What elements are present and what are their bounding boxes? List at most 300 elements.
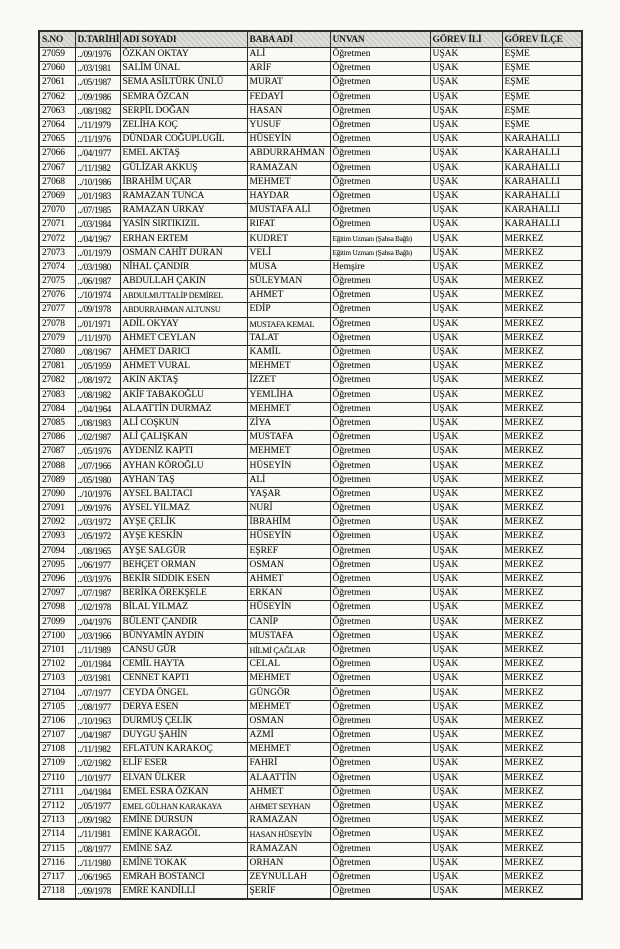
cell-sno: 27102 <box>39 658 75 672</box>
cell-dtarihi: ../05/1972 <box>75 530 120 544</box>
cell-babaadi: HÜSEYİN <box>247 601 330 615</box>
cell-babaadi: TALAT <box>247 331 330 345</box>
cell-dtarihi: ../07/1966 <box>75 459 120 473</box>
cell-babaadi: CANİP <box>247 615 330 629</box>
table-row <box>39 870 582 884</box>
cell-gorevilce: MERKEZ <box>502 544 582 558</box>
cell-unvan: Eğitim Uzmanı (Şahsa Bağlı) <box>330 232 430 246</box>
cell-gorevilce: MERKEZ <box>502 431 582 445</box>
cell-babaadi: MURAT <box>247 76 330 90</box>
cell-sno: 27118 <box>39 885 75 900</box>
cell-adisoyadi: DURMUŞ ÇELİK <box>120 714 247 728</box>
cell-dtarihi: ../04/1977 <box>75 147 120 161</box>
table-row <box>39 431 582 445</box>
cell-gorevili: UŞAK <box>430 828 502 842</box>
cell-gorevili: UŞAK <box>430 76 502 90</box>
cell-adisoyadi: BİLAL YILMAZ <box>120 601 247 615</box>
cell-babaadi: ERKAN <box>247 587 330 601</box>
cell-adisoyadi: CEYDA ÖNGEL <box>120 686 247 700</box>
cell-gorevili: UŞAK <box>430 374 502 388</box>
cell-babaadi: SÜLEYMAN <box>247 275 330 289</box>
table-row <box>39 601 582 615</box>
cell-unvan: Öğretmen <box>330 62 430 76</box>
cell-dtarihi: ../11/1970 <box>75 331 120 345</box>
cell-adisoyadi: AYŞE KESKİN <box>120 530 247 544</box>
cell-unvan: Öğretmen <box>330 530 430 544</box>
cell-adisoyadi: AYŞE ÇELİK <box>120 516 247 530</box>
cell-gorevilce: MERKEZ <box>502 487 582 501</box>
cell-unvan: Öğretmen <box>330 161 430 175</box>
cell-adisoyadi: ZELİHA KOÇ <box>120 118 247 132</box>
cell-sno: 27084 <box>39 402 75 416</box>
cell-sno: 27106 <box>39 714 75 728</box>
cell-unvan: Öğretmen <box>330 388 430 402</box>
cell-gorevili: UŞAK <box>430 771 502 785</box>
cell-gorevili: UŞAK <box>430 672 502 686</box>
cell-gorevilce: MERKEZ <box>502 331 582 345</box>
cell-sno: 27074 <box>39 260 75 274</box>
table-row <box>39 771 582 785</box>
cell-dtarihi: ../01/1979 <box>75 246 120 260</box>
cell-gorevilce: MERKEZ <box>502 885 582 900</box>
cell-sno: 27066 <box>39 147 75 161</box>
cell-adisoyadi: EMİNE DURSUN <box>120 814 247 828</box>
cell-dtarihi: ../08/1982 <box>75 104 120 118</box>
table-row <box>39 275 582 289</box>
cell-unvan: Öğretmen <box>330 431 430 445</box>
table-row <box>39 459 582 473</box>
cell-gorevilce: MERKEZ <box>502 842 582 856</box>
cell-dtarihi: ../09/1982 <box>75 814 120 828</box>
cell-gorevili: UŞAK <box>430 799 502 813</box>
cell-dtarihi: ../06/1977 <box>75 558 120 572</box>
cell-unvan: Öğretmen <box>330 700 430 714</box>
cell-babaadi: MUSTAFA ALİ <box>247 204 330 218</box>
cell-dtarihi: ../10/1977 <box>75 771 120 785</box>
cell-babaadi: EŞREF <box>247 544 330 558</box>
cell-gorevilce: MERKEZ <box>502 275 582 289</box>
table-row <box>39 388 582 402</box>
cell-unvan: Öğretmen <box>330 275 430 289</box>
cell-gorevili: UŞAK <box>430 516 502 530</box>
cell-dtarihi: ../03/1976 <box>75 572 120 586</box>
cell-unvan: Öğretmen <box>330 218 430 232</box>
cell-gorevilce: EŞME <box>502 48 582 62</box>
cell-adisoyadi: BÜNYAMİN AYDIN <box>120 629 247 643</box>
cell-adisoyadi: ADİL OKYAY <box>120 317 247 331</box>
cell-unvan: Öğretmen <box>330 76 430 90</box>
cell-gorevili: UŞAK <box>430 147 502 161</box>
cell-gorevili: UŞAK <box>430 118 502 132</box>
cell-gorevilce: MERKEZ <box>502 317 582 331</box>
cell-sno: 27091 <box>39 502 75 516</box>
table-body <box>39 48 582 900</box>
cell-gorevili: UŞAK <box>430 870 502 884</box>
cell-unvan: Hemşire <box>330 260 430 274</box>
cell-babaadi: ZİYA <box>247 416 330 430</box>
table-row <box>39 672 582 686</box>
cell-gorevili: UŞAK <box>430 232 502 246</box>
cell-sno: 27094 <box>39 544 75 558</box>
cell-unvan: Öğretmen <box>330 374 430 388</box>
cell-gorevili: UŞAK <box>430 402 502 416</box>
cell-dtarihi: ../11/1989 <box>75 643 120 657</box>
cell-sno: 27098 <box>39 601 75 615</box>
table-row <box>39 729 582 743</box>
cell-adisoyadi: SEMRA ÖZCAN <box>120 90 247 104</box>
cell-unvan: Öğretmen <box>330 785 430 799</box>
cell-sno: 27073 <box>39 246 75 260</box>
cell-adisoyadi: ALAATTİN DURMAZ <box>120 402 247 416</box>
cell-unvan: Öğretmen <box>330 445 430 459</box>
cell-adisoyadi: ERHAN ERTEM <box>120 232 247 246</box>
cell-sno: 27113 <box>39 814 75 828</box>
table-row <box>39 587 582 601</box>
cell-sno: 27076 <box>39 289 75 303</box>
cell-sno: 27097 <box>39 587 75 601</box>
cell-babaadi: RAMAZAN <box>247 842 330 856</box>
cell-adisoyadi: BÜLENT ÇANDIR <box>120 615 247 629</box>
table-row <box>39 133 582 147</box>
cell-babaadi: MUSTAFA <box>247 431 330 445</box>
cell-sno: 27075 <box>39 275 75 289</box>
cell-babaadi: VELİ <box>247 246 330 260</box>
cell-babaadi: MEHMET <box>247 700 330 714</box>
cell-gorevilce: MERKEZ <box>502 232 582 246</box>
cell-gorevili: UŞAK <box>430 587 502 601</box>
cell-sno: 27086 <box>39 431 75 445</box>
cell-adisoyadi: CEMİL HAYTA <box>120 658 247 672</box>
cell-unvan: Öğretmen <box>330 317 430 331</box>
cell-dtarihi: ../06/1987 <box>75 275 120 289</box>
cell-sno: 27085 <box>39 416 75 430</box>
cell-adisoyadi: DUYGU ŞAHİN <box>120 729 247 743</box>
cell-gorevili: UŞAK <box>430 643 502 657</box>
cell-gorevili: UŞAK <box>430 388 502 402</box>
cell-adisoyadi: İBRAHİM UÇAR <box>120 175 247 189</box>
cell-babaadi: ALİ <box>247 473 330 487</box>
cell-adisoyadi: BERİKA ÖREKŞELE <box>120 587 247 601</box>
column-header-unvan: UNVAN <box>330 31 430 48</box>
cell-adisoyadi: SALİM ÜNAL <box>120 62 247 76</box>
table-row <box>39 544 582 558</box>
cell-babaadi: HASAN HÜSEYİN <box>247 828 330 842</box>
cell-adisoyadi: SEMA ASİLTÜRK ÜNLÜ <box>120 76 247 90</box>
cell-unvan: Öğretmen <box>330 587 430 601</box>
cell-dtarihi: ../09/1978 <box>75 303 120 317</box>
cell-adisoyadi: AYŞE SALGÜR <box>120 544 247 558</box>
table-row <box>39 175 582 189</box>
cell-gorevilce: MERKEZ <box>502 360 582 374</box>
cell-gorevili: UŞAK <box>430 204 502 218</box>
cell-dtarihi: ../07/1987 <box>75 587 120 601</box>
cell-babaadi: ALAATTİN <box>247 771 330 785</box>
cell-adisoyadi: AHMET DARICI <box>120 345 247 359</box>
cell-dtarihi: ../08/1977 <box>75 842 120 856</box>
cell-dtarihi: ../06/1965 <box>75 870 120 884</box>
cell-adisoyadi: CENNET KAPTI <box>120 672 247 686</box>
cell-sno: 27065 <box>39 133 75 147</box>
cell-babaadi: MUSA <box>247 260 330 274</box>
table-row <box>39 445 582 459</box>
cell-sno: 27067 <box>39 161 75 175</box>
cell-unvan: Öğretmen <box>330 118 430 132</box>
cell-babaadi: MUSTAFA <box>247 629 330 643</box>
cell-gorevilce: EŞME <box>502 62 582 76</box>
table-row <box>39 317 582 331</box>
cell-babaadi: ALİ <box>247 48 330 62</box>
cell-sno: 27080 <box>39 345 75 359</box>
cell-gorevilce: MERKEZ <box>502 757 582 771</box>
cell-sno: 27114 <box>39 828 75 842</box>
cell-sno: 27063 <box>39 104 75 118</box>
cell-gorevilce: MERKEZ <box>502 502 582 516</box>
cell-adisoyadi: DERYA ESEN <box>120 700 247 714</box>
cell-sno: 27095 <box>39 558 75 572</box>
cell-gorevilce: MERKEZ <box>502 714 582 728</box>
cell-sno: 27103 <box>39 672 75 686</box>
cell-sno: 27100 <box>39 629 75 643</box>
cell-gorevili: UŞAK <box>430 260 502 274</box>
cell-babaadi: HÜSEYİN <box>247 133 330 147</box>
table-row <box>39 147 582 161</box>
cell-sno: 27093 <box>39 530 75 544</box>
cell-sno: 27068 <box>39 175 75 189</box>
cell-babaadi: MEHMET <box>247 445 330 459</box>
cell-sno: 27117 <box>39 870 75 884</box>
cell-dtarihi: ../10/1986 <box>75 175 120 189</box>
table-row <box>39 487 582 501</box>
cell-babaadi: AHMET <box>247 785 330 799</box>
cell-gorevilce: MERKEZ <box>502 530 582 544</box>
cell-gorevilce: EŞME <box>502 76 582 90</box>
cell-dtarihi: ../11/1976 <box>75 133 120 147</box>
cell-babaadi: YEMLİHA <box>247 388 330 402</box>
cell-gorevili: UŞAK <box>430 459 502 473</box>
cell-adisoyadi: ABDURRAHMAN ALTUNSU <box>120 303 247 317</box>
table-row <box>39 558 582 572</box>
table-header-row <box>39 31 582 48</box>
cell-gorevilce: MERKEZ <box>502 260 582 274</box>
cell-dtarihi: ../07/1977 <box>75 686 120 700</box>
cell-gorevili: UŞAK <box>430 885 502 900</box>
cell-adisoyadi: DÜNDAR COĞUPLUGİL <box>120 133 247 147</box>
cell-gorevilce: KARAHALLI <box>502 189 582 203</box>
cell-babaadi: RIFAT <box>247 218 330 232</box>
cell-gorevilce: MERKEZ <box>502 799 582 813</box>
cell-dtarihi: ../05/1980 <box>75 473 120 487</box>
cell-unvan: Öğretmen <box>330 629 430 643</box>
cell-sno: 27069 <box>39 189 75 203</box>
table-row <box>39 232 582 246</box>
cell-unvan: Öğretmen <box>330 459 430 473</box>
cell-sno: 27099 <box>39 615 75 629</box>
cell-unvan: Öğretmen <box>330 757 430 771</box>
cell-dtarihi: ../03/1984 <box>75 218 120 232</box>
cell-dtarihi: ../09/1978 <box>75 885 120 900</box>
cell-adisoyadi: RAMAZAN URKAY <box>120 204 247 218</box>
cell-babaadi: YUSUF <box>247 118 330 132</box>
cell-adisoyadi: CANSU GÜR <box>120 643 247 657</box>
cell-babaadi: İZZET <box>247 374 330 388</box>
cell-adisoyadi: AYHAN TAŞ <box>120 473 247 487</box>
cell-babaadi: KAMİL <box>247 345 330 359</box>
cell-adisoyadi: GÜLİZAR AKKUŞ <box>120 161 247 175</box>
cell-unvan: Öğretmen <box>330 90 430 104</box>
cell-babaadi: MEHMET <box>247 402 330 416</box>
cell-gorevili: UŞAK <box>430 189 502 203</box>
cell-adisoyadi: OSMAN CAHİT DURAN <box>120 246 247 260</box>
cell-gorevilce: KARAHALLI <box>502 133 582 147</box>
cell-sno: 27111 <box>39 785 75 799</box>
cell-gorevili: UŞAK <box>430 572 502 586</box>
cell-gorevilce: MERKEZ <box>502 289 582 303</box>
cell-unvan: Öğretmen <box>330 771 430 785</box>
table-row <box>39 473 582 487</box>
cell-gorevilce: MERKEZ <box>502 615 582 629</box>
cell-dtarihi: ../02/1978 <box>75 601 120 615</box>
cell-babaadi: MEHMET <box>247 743 330 757</box>
cell-adisoyadi: EFLATUN KARAKOÇ <box>120 743 247 757</box>
table-row <box>39 686 582 700</box>
cell-sno: 27115 <box>39 842 75 856</box>
cell-dtarihi: ../10/1976 <box>75 487 120 501</box>
table-row <box>39 814 582 828</box>
cell-sno: 27062 <box>39 90 75 104</box>
cell-gorevilce: MERKEZ <box>502 856 582 870</box>
table-row <box>39 757 582 771</box>
table-row <box>39 345 582 359</box>
table-row <box>39 885 582 900</box>
cell-sno: 27079 <box>39 331 75 345</box>
cell-dtarihi: ../02/1982 <box>75 757 120 771</box>
cell-sno: 27116 <box>39 856 75 870</box>
cell-adisoyadi: NİHAL ÇANDIR <box>120 260 247 274</box>
cell-adisoyadi: ELVAN ÜLKER <box>120 771 247 785</box>
cell-unvan: Öğretmen <box>330 133 430 147</box>
cell-unvan: Öğretmen <box>330 601 430 615</box>
cell-sno: 27104 <box>39 686 75 700</box>
cell-dtarihi: ../11/1982 <box>75 161 120 175</box>
table-row <box>39 799 582 813</box>
cell-adisoyadi: AKIN AKTAŞ <box>120 374 247 388</box>
cell-gorevilce: MERKEZ <box>502 416 582 430</box>
cell-dtarihi: ../02/1987 <box>75 431 120 445</box>
cell-gorevilce: MERKEZ <box>502 374 582 388</box>
cell-gorevilce: MERKEZ <box>502 814 582 828</box>
cell-adisoyadi: BEHÇET ORMAN <box>120 558 247 572</box>
table-row <box>39 530 582 544</box>
cell-sno: 27082 <box>39 374 75 388</box>
cell-gorevilce: KARAHALLI <box>502 218 582 232</box>
cell-gorevili: UŞAK <box>430 246 502 260</box>
cell-unvan: Öğretmen <box>330 658 430 672</box>
cell-babaadi: EDİP <box>247 303 330 317</box>
cell-babaadi: AHMET <box>247 289 330 303</box>
cell-sno: 27107 <box>39 729 75 743</box>
cell-dtarihi: ../10/1974 <box>75 289 120 303</box>
cell-gorevili: UŞAK <box>430 700 502 714</box>
cell-gorevilce: MERKEZ <box>502 672 582 686</box>
cell-adisoyadi: EMİNE SAZ <box>120 842 247 856</box>
cell-adisoyadi: AYDENİZ KAPTI <box>120 445 247 459</box>
table-row <box>39 62 582 76</box>
cell-sno: 27110 <box>39 771 75 785</box>
cell-babaadi: AHMET <box>247 572 330 586</box>
cell-adisoyadi: EMEL AKTAŞ <box>120 147 247 161</box>
table-row <box>39 218 582 232</box>
cell-gorevili: UŞAK <box>430 317 502 331</box>
cell-gorevili: UŞAK <box>430 360 502 374</box>
cell-gorevili: UŞAK <box>430 842 502 856</box>
cell-adisoyadi: ALİ COŞKUN <box>120 416 247 430</box>
cell-adisoyadi: AHMET CEYLAN <box>120 331 247 345</box>
cell-gorevili: UŞAK <box>430 686 502 700</box>
cell-dtarihi: ../04/1964 <box>75 402 120 416</box>
cell-sno: 27089 <box>39 473 75 487</box>
cell-gorevilce: MERKEZ <box>502 459 582 473</box>
cell-unvan: Öğretmen <box>330 672 430 686</box>
cell-gorevilce: MERKEZ <box>502 388 582 402</box>
cell-gorevilce: MERKEZ <box>502 686 582 700</box>
cell-babaadi: HİLMİ ÇAĞLAR <box>247 643 330 657</box>
cell-sno: 27059 <box>39 48 75 62</box>
column-header-sno: S.NO <box>39 31 75 48</box>
cell-babaadi: ORHAN <box>247 856 330 870</box>
cell-gorevilce: EŞME <box>502 90 582 104</box>
cell-dtarihi: ../10/1963 <box>75 714 120 728</box>
column-header-gorevilce: GÖREV İLÇE <box>502 31 582 48</box>
cell-dtarihi: ../01/1983 <box>75 189 120 203</box>
cell-gorevili: UŞAK <box>430 615 502 629</box>
cell-dtarihi: ../03/1966 <box>75 629 120 643</box>
cell-unvan: Öğretmen <box>330 516 430 530</box>
cell-babaadi: HAYDAR <box>247 189 330 203</box>
cell-dtarihi: ../09/1976 <box>75 48 120 62</box>
table-row <box>39 189 582 203</box>
table-row <box>39 303 582 317</box>
cell-babaadi: HÜSEYİN <box>247 530 330 544</box>
cell-sno: 27092 <box>39 516 75 530</box>
cell-unvan: Öğretmen <box>330 473 430 487</box>
table-row <box>39 246 582 260</box>
table-row <box>39 48 582 62</box>
cell-unvan: Öğretmen <box>330 856 430 870</box>
cell-dtarihi: ../11/1980 <box>75 856 120 870</box>
cell-unvan: Öğretmen <box>330 572 430 586</box>
cell-unvan: Öğretmen <box>330 828 430 842</box>
cell-dtarihi: ../03/1981 <box>75 672 120 686</box>
table-row <box>39 502 582 516</box>
table-row <box>39 360 582 374</box>
cell-unvan: Öğretmen <box>330 814 430 828</box>
cell-gorevilce: MERKEZ <box>502 587 582 601</box>
cell-gorevili: UŞAK <box>430 289 502 303</box>
cell-dtarihi: ../07/1985 <box>75 204 120 218</box>
cell-gorevilce: MERKEZ <box>502 629 582 643</box>
cell-unvan: Öğretmen <box>330 416 430 430</box>
table-header-row <box>39 31 582 48</box>
cell-unvan: Öğretmen <box>330 204 430 218</box>
cell-gorevili: UŞAK <box>430 90 502 104</box>
table-row <box>39 331 582 345</box>
cell-babaadi: FEDAYİ <box>247 90 330 104</box>
cell-gorevili: UŞAK <box>430 445 502 459</box>
cell-unvan: Öğretmen <box>330 714 430 728</box>
cell-sno: 27060 <box>39 62 75 76</box>
cell-gorevili: UŞAK <box>430 729 502 743</box>
cell-unvan: Öğretmen <box>330 345 430 359</box>
